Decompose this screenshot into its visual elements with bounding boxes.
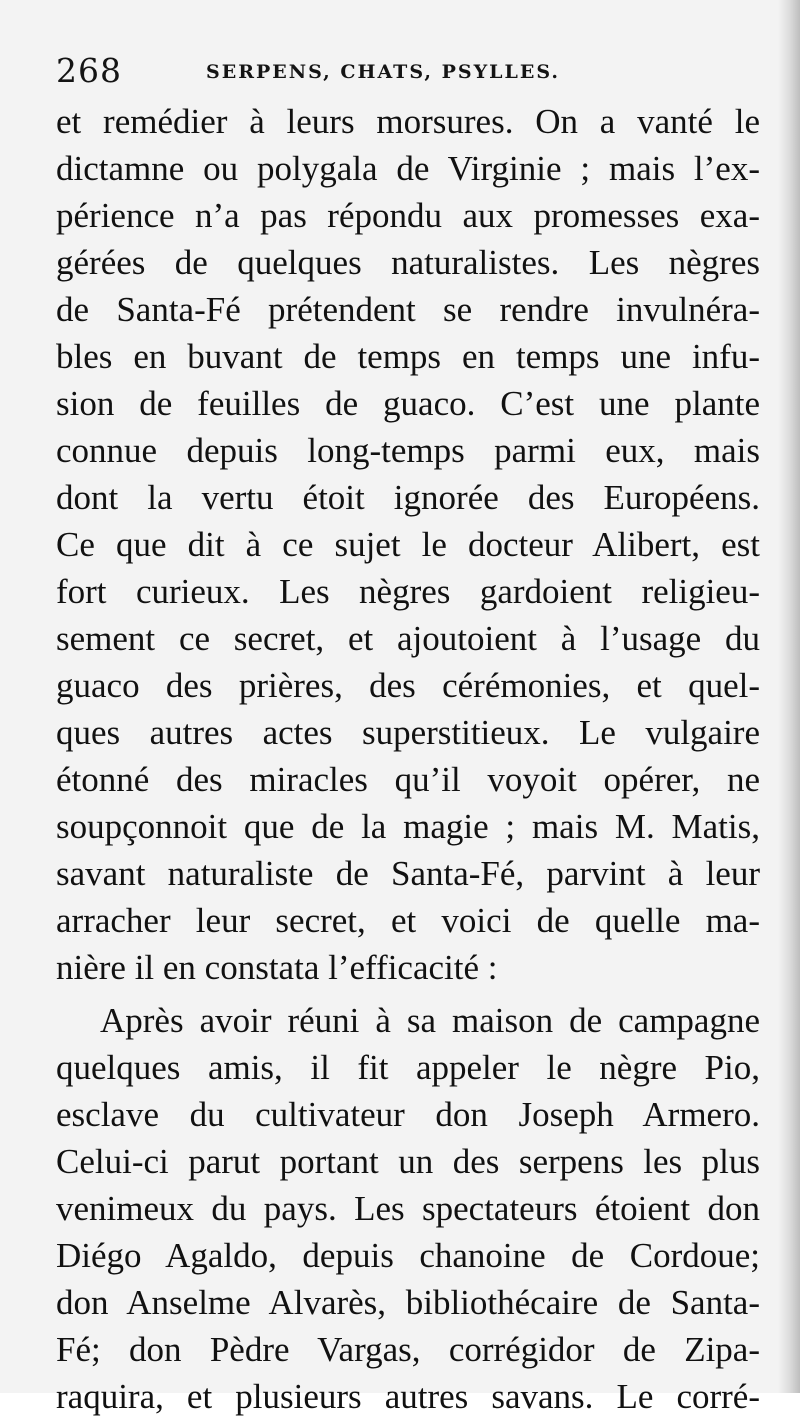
text-line: guaco des prières, des cérémonies, et quel- bbox=[56, 666, 760, 705]
text-line: Ce que dit à ce sujet le docteur Alibert, est bbox=[56, 525, 760, 564]
text-line: raquira, et plusieurs autres savans. Le corré- bbox=[56, 1377, 760, 1416]
text-line: venimeux du pays. Les spectateurs étoient don bbox=[56, 1189, 760, 1228]
text-line: dictamne ou polygala de Virginie ; mais l’ex- bbox=[56, 149, 760, 188]
text-line: savant naturaliste de Santa-Fé, parvint à leur bbox=[56, 854, 760, 893]
text-line: périence n’a pas répondu aux promesses exa- bbox=[56, 196, 760, 235]
text-line: de Santa-Fé prétendent se rendre invulnéra- bbox=[56, 290, 760, 329]
text-line: ques autres actes superstitieux. Le vulgaire bbox=[56, 713, 760, 752]
text-line: et remédier à leurs morsures. On a vanté le bbox=[56, 102, 760, 141]
text-line: esclave du cultivateur don Joseph Armero. bbox=[56, 1095, 760, 1134]
text-line: fort curieux. Les nègres gardoient religieu- bbox=[56, 572, 760, 611]
text-line: Celui-ci parut portant un des serpens les plus bbox=[56, 1142, 760, 1181]
page-header bbox=[56, 48, 756, 94]
text-line: nière il en constata l’efficacité : bbox=[56, 948, 498, 987]
paragraph-2 bbox=[56, 997, 760, 1420]
text-line: étonné des miracles qu’il voyoit opérer, ne bbox=[56, 760, 760, 799]
body-text bbox=[56, 98, 760, 1420]
text-line: dont la vertu étoit ignorée des Européens. bbox=[56, 478, 760, 517]
paragraph-1 bbox=[56, 98, 760, 991]
text-line: arracher leur secret, et voici de quelle ma- bbox=[56, 901, 760, 940]
text-line: gérées de quelques naturalistes. Les nègres bbox=[56, 243, 760, 282]
text-line: bles en buvant de temps en temps une infu- bbox=[56, 337, 760, 376]
text-line: Après avoir réuni à sa maison de campagne bbox=[100, 1001, 760, 1040]
text-line: quelques amis, il fit appeler le nègre Pio, bbox=[56, 1048, 760, 1087]
page-number: 268 bbox=[56, 51, 122, 90]
text-line: don Anselme Alvarès, bibliothécaire de Santa- bbox=[56, 1283, 760, 1322]
running-head: SERPENS, CHATS, PSYLLES. bbox=[206, 61, 561, 83]
text-line: soupçonnoit que de la magie ; mais M. Matis, bbox=[56, 807, 760, 846]
text-line: connue depuis long-temps parmi eux, mais bbox=[56, 431, 760, 470]
text-line: sion de feuilles de guaco. C’est une plante bbox=[56, 384, 760, 423]
page-edge-shadow bbox=[778, 0, 800, 1393]
text-line: sement ce secret, et ajoutoient à l’usage du bbox=[56, 619, 760, 658]
text-line: Diégo Agaldo, depuis chanoine de Cordoue; bbox=[56, 1236, 760, 1275]
text-line: Fé; don Pèdre Vargas, corrégidor de Zipa- bbox=[56, 1330, 760, 1369]
